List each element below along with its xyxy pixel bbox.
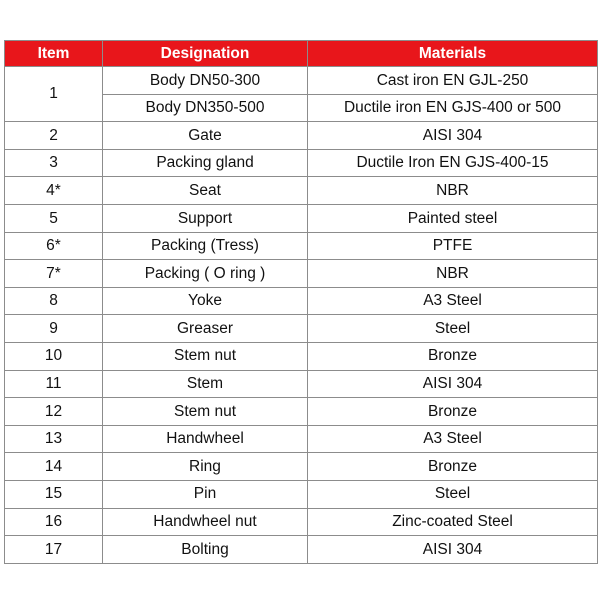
designation-cell: Packing gland — [103, 149, 308, 177]
designation-cell: Handwheel — [103, 425, 308, 453]
materials-cell: A3 Steel — [308, 425, 598, 453]
table-row — [5, 536, 598, 564]
designation-cell: Bolting — [103, 536, 308, 564]
header-row — [5, 41, 598, 67]
item-cell: 4* — [5, 177, 103, 205]
materials-cell: Bronze — [308, 342, 598, 370]
materials-cell: Bronze — [308, 453, 598, 481]
materials-cell: AISI 304 — [308, 370, 598, 398]
materials-cell: Cast iron EN GJL-250 — [308, 67, 598, 95]
item-cell: 16 — [5, 508, 103, 536]
table-header — [5, 41, 598, 67]
table-row — [5, 453, 598, 481]
table-body — [5, 67, 598, 564]
designation-cell: Body DN50-300 — [103, 67, 308, 95]
materials-cell: Steel — [308, 480, 598, 508]
materials-cell: NBR — [308, 260, 598, 288]
table-row — [5, 204, 598, 232]
table-row — [5, 315, 598, 343]
item-cell: 12 — [5, 398, 103, 426]
table-row — [5, 149, 598, 177]
item-cell: 9 — [5, 315, 103, 343]
table-row — [5, 232, 598, 260]
materials-cell: PTFE — [308, 232, 598, 260]
item-cell: 3 — [5, 149, 103, 177]
materials-cell: Painted steel — [308, 204, 598, 232]
designation-cell: Stem nut — [103, 398, 308, 426]
header-item: Item — [5, 41, 103, 67]
designation-cell: Stem — [103, 370, 308, 398]
table-row — [5, 342, 598, 370]
header-designation: Designation — [103, 41, 308, 67]
materials-cell: AISI 304 — [308, 122, 598, 150]
table-row — [5, 67, 598, 95]
materials-cell: Ductile iron EN GJS-400 or 500 — [308, 94, 598, 122]
item-cell: 2 — [5, 122, 103, 150]
designation-cell: Seat — [103, 177, 308, 205]
materials-cell: AISI 304 — [308, 536, 598, 564]
designation-cell: Packing ( O ring ) — [103, 260, 308, 288]
item-cell: 14 — [5, 453, 103, 481]
designation-cell: Greaser — [103, 315, 308, 343]
materials-cell: NBR — [308, 177, 598, 205]
materials-cell: A3 Steel — [308, 287, 598, 315]
materials-cell: Bronze — [308, 398, 598, 426]
materials-cell: Steel — [308, 315, 598, 343]
table-row — [5, 122, 598, 150]
materials-cell: Zinc-coated Steel — [308, 508, 598, 536]
table-row — [5, 260, 598, 288]
designation-cell: Body DN350-500 — [103, 94, 308, 122]
table-row — [5, 425, 598, 453]
table-row — [5, 398, 598, 426]
table-row — [5, 177, 598, 205]
designation-cell: Stem nut — [103, 342, 308, 370]
item-cell: 8 — [5, 287, 103, 315]
item-cell: 10 — [5, 342, 103, 370]
table-row — [5, 370, 598, 398]
table-row — [5, 287, 598, 315]
designation-cell: Yoke — [103, 287, 308, 315]
item-cell: 13 — [5, 425, 103, 453]
parts-materials-table — [4, 40, 598, 564]
header-materials: Materials — [308, 41, 598, 67]
item-cell: 11 — [5, 370, 103, 398]
designation-cell: Packing (Tress) — [103, 232, 308, 260]
item-cell: 1 — [5, 67, 103, 122]
item-cell: 17 — [5, 536, 103, 564]
item-cell: 6* — [5, 232, 103, 260]
designation-cell: Pin — [103, 480, 308, 508]
materials-cell: Ductile Iron EN GJS-400-15 — [308, 149, 598, 177]
designation-cell: Ring — [103, 453, 308, 481]
item-cell: 5 — [5, 204, 103, 232]
designation-cell: Handwheel nut — [103, 508, 308, 536]
item-cell: 15 — [5, 480, 103, 508]
designation-cell: Gate — [103, 122, 308, 150]
table-row — [5, 480, 598, 508]
designation-cell: Support — [103, 204, 308, 232]
item-cell: 7* — [5, 260, 103, 288]
table-row — [5, 508, 598, 536]
